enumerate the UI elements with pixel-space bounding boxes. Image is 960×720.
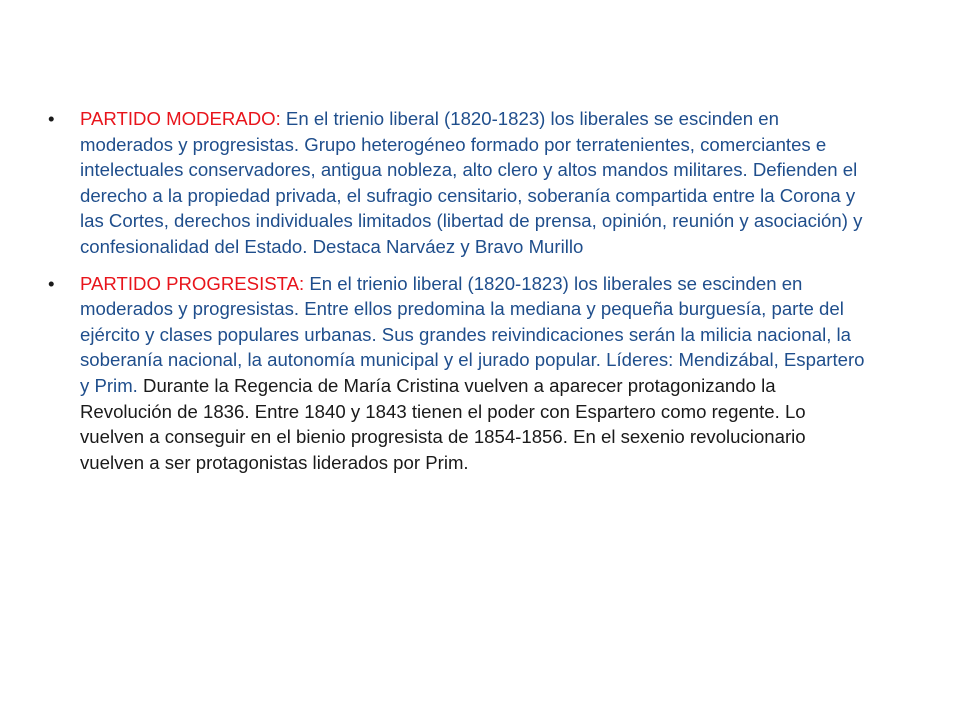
- bullet-heading: PARTIDO PROGRESISTA:: [80, 272, 305, 294]
- bullet-marker: •: [48, 272, 55, 294]
- bullet-heading: PARTIDO MODERADO:: [80, 108, 281, 129]
- bullet-item-moderado: [48, 106, 868, 260]
- bullet-body-highlight: En el trienio liberal (1820-1823) los liberales se escinden en moderados y progresistas. Grupo heterogéneo formado por terratenientes, comerciantes e intelectuales conservadores, antigua nobleza, alto clero y altos mandos militares. Defienden el derecho a la propiedad privada, el sufragio censitario, soberanía compartida entre la Corona y las Cortes, derechos individuales limitados (libertad de prensa, opinión, reunión y asociación) y confesionalidad del Estado. Destaca Narváez y Bravo Murillo: [80, 108, 863, 257]
- slide-content: [48, 106, 868, 486]
- bullet-body-highlight: En el trienio liberal (1820-1823) los liberales se escinden en moderados y progresistas. Entre ellos predomina la mediana y pequeña burguesía, parte del ejército y clases populares urbanas. Sus grandes reivindicaciones serán la milicia nacional, la soberanía nacional, la autonomía municipal y el jurado popular. Líderes: Mendizábal, Espartero y Prim.: [80, 272, 865, 396]
- bullet-list: [48, 106, 868, 475]
- bullet-marker: •: [48, 108, 55, 129]
- bullet-body: Durante la Regencia de María Cristina vuelven a aparecer protagonizando la Revolución de 1836. Entre 1840 y 1843 tienen el poder con Espartero como regente. Lo vuelven a conseguir en el bienio progresista de 1854-1856. En el sexenio revolucionario vuelven a ser protagonistas liderados por Prim.: [80, 374, 806, 473]
- bullet-item-progresista: [48, 271, 868, 476]
